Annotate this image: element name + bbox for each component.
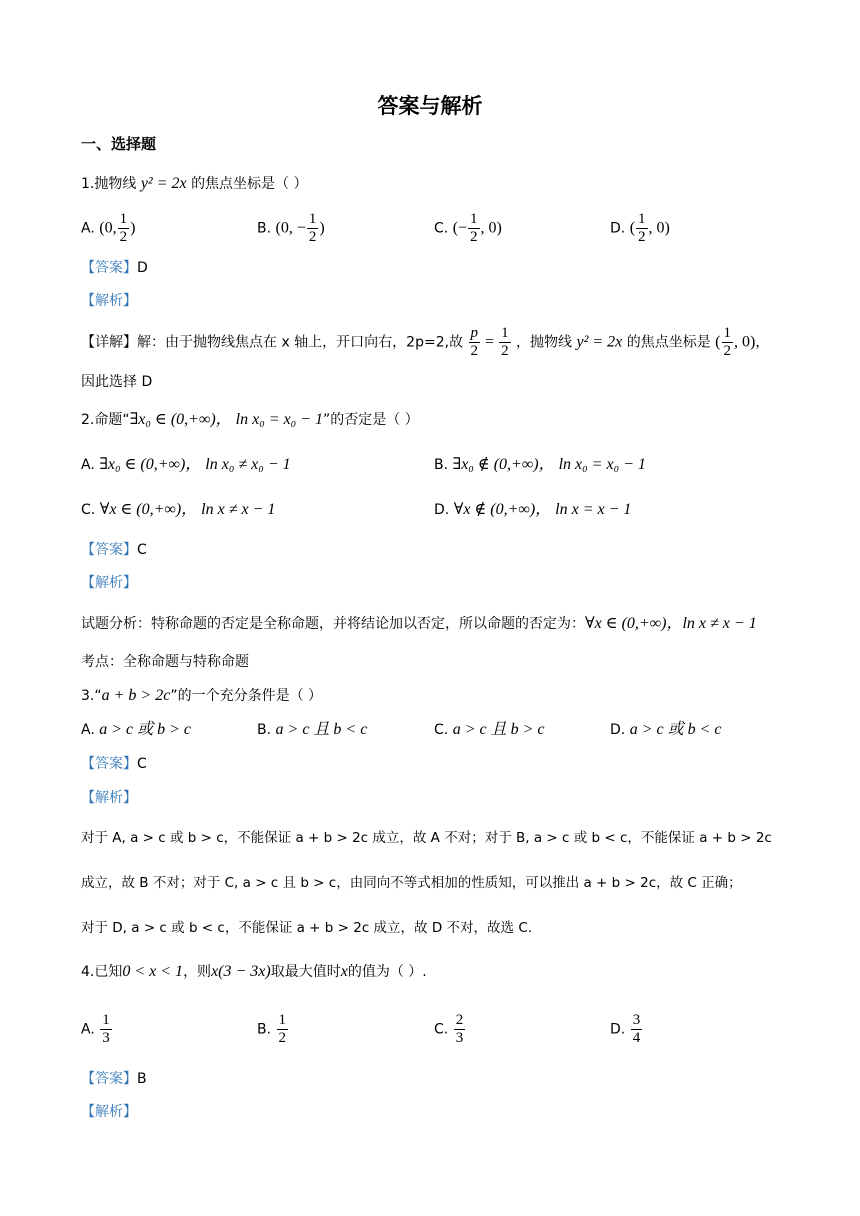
q3-analysis-line-2: 成立，故 B 不对；对于 C, a > c 且 b > c，由同向不等式相加的性质知，可以推出 a + b > 2c，故 C 正确；	[81, 875, 742, 891]
q3-analysis-line-1: 对于 A, a > c 或 b > c，不能保证 a + b > 2c 成立，故 A 不对；对于 B, a > c 或 b < c，不能保证 a + b > 2c	[81, 830, 772, 846]
q4-analysis-tag: 【解析】	[81, 1104, 137, 1120]
q3-analysis-line-3: 对于 D, a > c 或 b < c，不能保证 a + b > 2c 成立，故 D 不对，故选 C.	[81, 920, 533, 936]
q3-option-b: B. a > c 且 b < c	[257, 721, 368, 738]
q1-analysis-tag: 【解析】	[81, 293, 137, 309]
q1-option-b: B. (0, − $\frac{1}{2}$ )	[257, 211, 325, 245]
q2-option-c: C. ∀x ∈ (0,+∞)， ln x ≠ x − 1	[81, 501, 276, 518]
q1-option-a: A. (0, $\frac{1}{2}$ )	[81, 211, 136, 245]
q2-option-a: A. ∃x₀ ∈ (0,+∞)， ln x₀ ≠ x₀ − 1	[81, 456, 291, 473]
q1-option-c: C. (− $\frac{1}{2}$ , 0)	[434, 211, 502, 245]
q2-kaodian: 考点：全称命题与特称命题	[81, 654, 249, 670]
q1-option-d: D. ( $\frac{1}{2}$ , 0)	[610, 211, 670, 245]
q1-answer: 【答案】D	[81, 260, 148, 276]
page-title: 答案与解析	[377, 94, 483, 118]
q2-analysis: 试题分析：特称命题的否定是全称命题，并将结论加以否定，所以命题的否定为：∀x ∈ (0,+∞)，ln x ≠ x − 1	[81, 615, 757, 632]
q2-option-b: B. ∃x₀ ∉ (0,+∞)， ln x₀ = x₀ − 1	[434, 456, 646, 473]
q3-option-a: A. a > c 或 b > c	[81, 721, 192, 738]
q3-option-d: D. a > c 或 b < c	[610, 721, 722, 738]
q1-equation: y² = 2x	[140, 175, 187, 192]
q4-stem: 4.已知0 < x < 1，则x(3 − 3x)取最大值时x的值为（ ）.	[81, 963, 427, 980]
q3-stem: 3.“a + b > 2c”的一个充分条件是（ ）	[81, 687, 323, 704]
q3-option-c: C. a > c 且 b > c	[434, 721, 545, 738]
q2-answer: 【答案】C	[81, 542, 147, 558]
q1-stem: 1.抛物线 y² = 2x 的焦点坐标是（ ）	[81, 175, 308, 192]
q4-option-d: D. $\frac{3}{4}$	[610, 1012, 641, 1046]
q2-stem: 2.命题“∃x₀ ∈ (0,+∞)， ln x₀ = x₀ − 1”的否定是（ ）	[81, 411, 419, 428]
q2-analysis-tag: 【解析】	[81, 575, 137, 591]
q1-detail: 【详解】解：由于抛物线焦点在 x 轴上，开口向右，2p=2,故 $\frac{p}{2}$ = $\frac{1}{2}$ ，抛物线 y² = 2x 的焦点坐标是 ( $\frac{1}{2}$ , 0)，	[81, 325, 770, 359]
q1-detail-conclusion: 因此选择 D	[81, 374, 153, 390]
q3-analysis-tag: 【解析】	[81, 790, 137, 806]
q4-option-b: B. $\frac{1}{2}$	[257, 1012, 287, 1046]
q3-answer: 【答案】C	[81, 756, 147, 772]
section-heading: 一、选择题	[81, 135, 157, 153]
q4-option-c: C. $\frac{2}{3}$	[434, 1012, 464, 1046]
q2-option-d: D. ∀x ∉ (0,+∞)， ln x = x − 1	[434, 501, 632, 518]
q4-option-a: A. $\frac{1}{3}$	[81, 1012, 110, 1046]
q4-answer: 【答案】B	[81, 1071, 147, 1087]
